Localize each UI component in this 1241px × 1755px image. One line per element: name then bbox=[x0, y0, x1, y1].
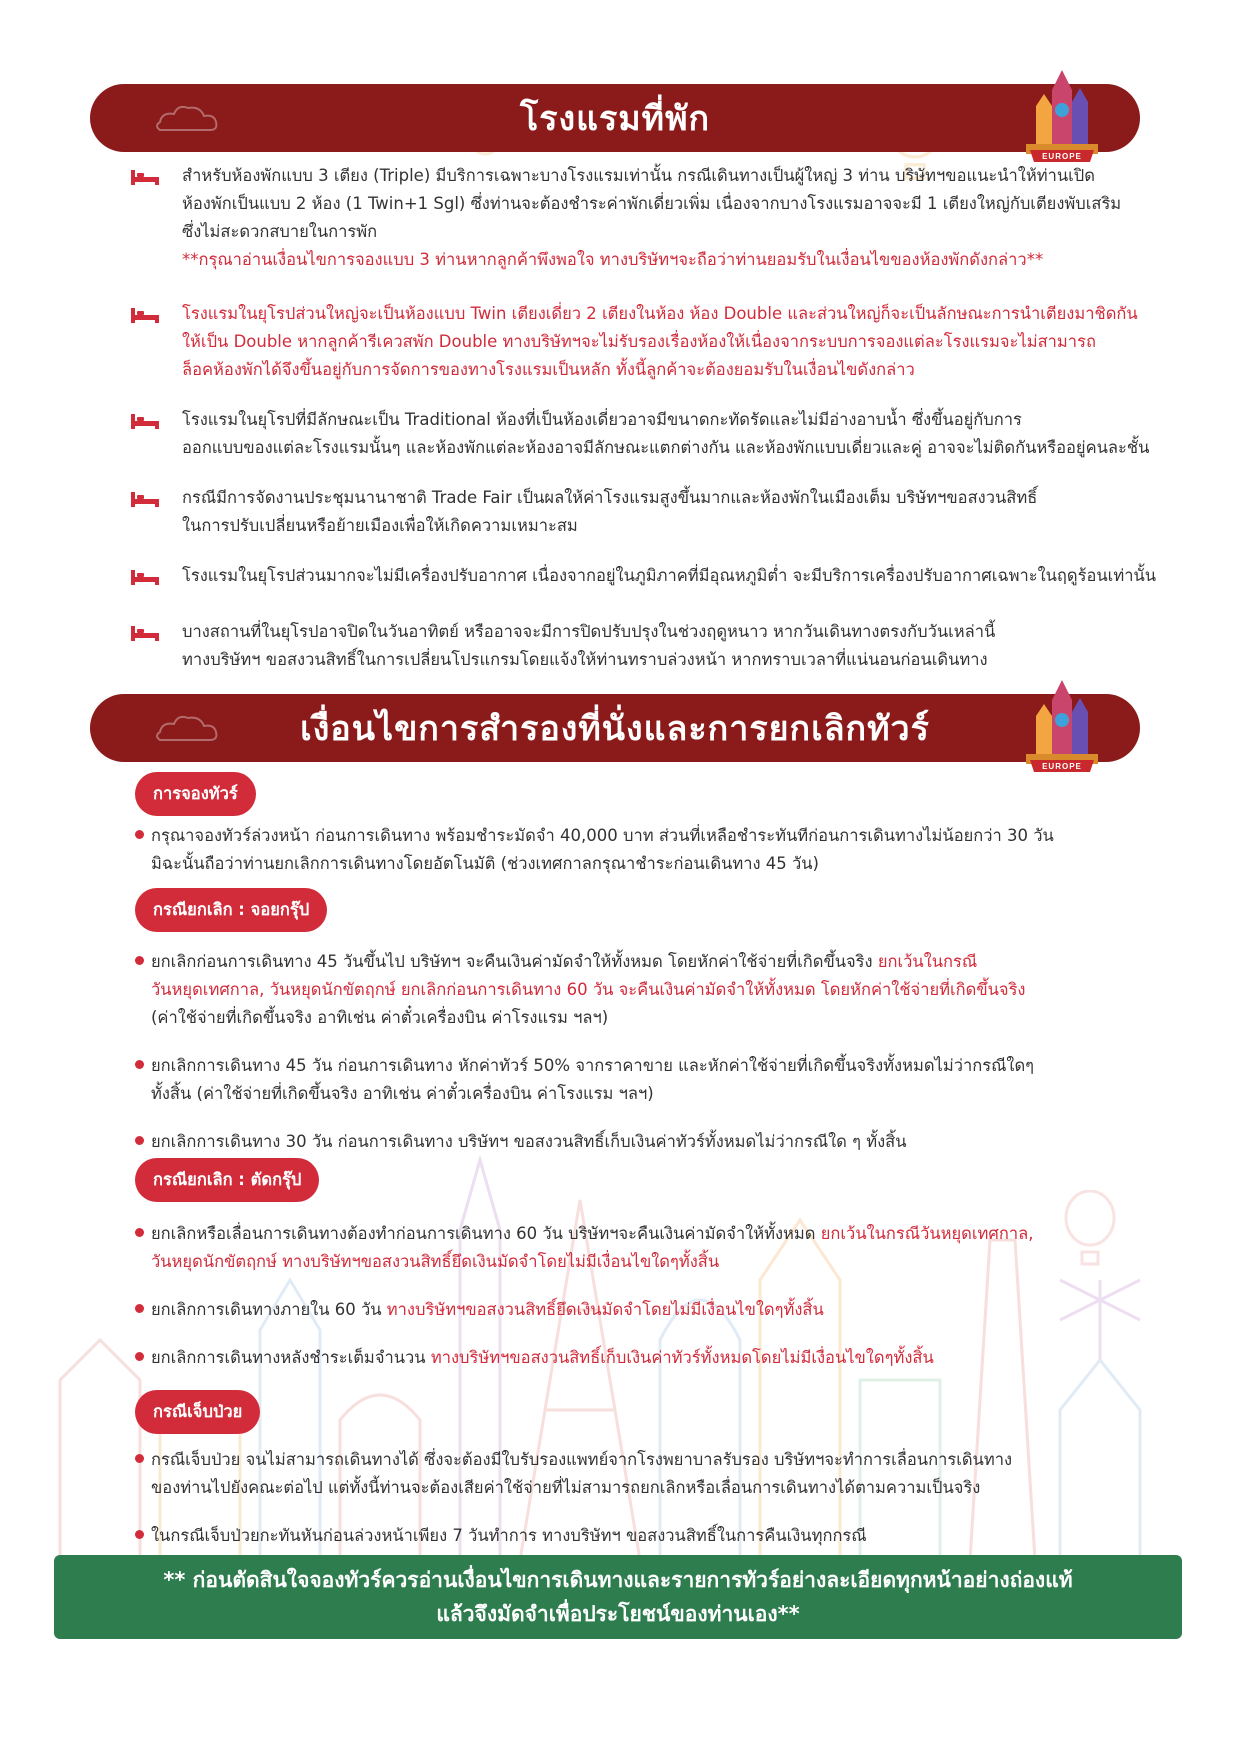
europe-landmarks-badge-icon bbox=[1022, 674, 1102, 774]
cancel-private-group-item bbox=[135, 1296, 1155, 1324]
cancel-item-highlight: ทางบริษัทฯขอสงวนสิทธิ์เก็บเงินค่าทัวร์ทั้งหมดโดยไม่มีเงื่อนไขใดๆทั้งสิ้น bbox=[430, 1348, 934, 1367]
cancel-item-line: ยกเลิกการเดินทาง 45 วัน ก่อนการเดินทาง หักค่าทัวร์ 50% จากราคาขาย และหักค่าใช้จ่ายที่เกิดขึ้นจริงทั้งหมดไม่ว่ากรณีใดๆ bbox=[151, 1056, 1035, 1075]
booking-list bbox=[135, 822, 1155, 878]
cancel-item-highlight: ยกเว้นในกรณี bbox=[877, 952, 978, 971]
hotel-note-item bbox=[130, 406, 1149, 462]
bed-icon bbox=[130, 568, 160, 586]
hotel-note-line: กรณีมีการจัดงานประชุมนานาชาติ Trade Fair เป็นผลให้ค่าโรงแรมสูงขึ้นมากและห้องพักในเมืองเต็ม บริษัทฯขอสงวนสิทธิ์ bbox=[182, 488, 1038, 507]
hotel-note-item bbox=[130, 618, 995, 674]
cancel-private-group-item bbox=[135, 1220, 1155, 1276]
hotel-note-line: ออกแบบของแต่ละโรงแรมนั้นๆ และห้องพักแต่ละห้องอาจมีลักษณะแตกต่างกัน และห้องพักแบบเดี่ยวและคู่ อาจจะไม่ติดกันหรืออยู่คนละชั้น bbox=[182, 438, 1150, 457]
hotel-note-line: โรงแรมในยุโรปที่มีลักษณะเป็น Traditional ห้องที่เป็นห้องเดี่ยวอาจมีขนาดกะทัดรัดและไม่มีอ่างอาบน้ำ ซึ่งขึ้นอยู่กับการ bbox=[182, 410, 1022, 429]
hotel-section-banner bbox=[90, 84, 1140, 161]
cancel-item-line bbox=[151, 1220, 1155, 1248]
hotel-note-line: ให้เป็น Double หากลูกค้ารีเควสพัก Double ทางบริษัทฯจะไม่รับรองเรื่องห้องให้เนื่องจากระบบการจองแต่ละโรงแรมจะไม่สามารถ bbox=[182, 332, 1096, 351]
cancel-private-group-list bbox=[135, 1220, 1155, 1372]
hotel-section-title: โรงแรมที่พัก bbox=[519, 99, 711, 139]
cancel-item-text: ยกเลิกก่อนการเดินทาง 45 วันขึ้นไป บริษัทฯ จะคืนเงินค่ามัดจำให้ทั้งหมด โดยหักค่าใช้จ่ายที่เกิดขึ้นจริง bbox=[151, 952, 878, 971]
illness-label: กรณีเจ็บป่วย bbox=[135, 1390, 260, 1434]
cancel-join-group-label: กรณียกเลิก : จอยกรุ๊ป bbox=[135, 888, 327, 932]
bed-icon bbox=[130, 624, 160, 642]
cancel-item-line: ยกเลิกการเดินทาง 30 วัน ก่อนการเดินทาง บริษัทฯ ขอสงวนสิทธิ์เก็บเงินค่าทัวร์ทั้งหมดไม่ว่ากรณีใด ๆ ทั้งสิ้น bbox=[151, 1132, 907, 1151]
booking-label: การจองทัวร์ bbox=[135, 772, 256, 816]
cancel-item-highlight-line: วันหยุดเทศกาล, วันหยุดนักขัตฤกษ์ ยกเลิกก่อนการเดินทาง 60 วัน จะคืนเงินค่ามัดจำให้ทั้งหมด โดยหักค่าใช้จ่ายที่เกิดขึ้นจริง bbox=[151, 980, 1026, 999]
conditions-section-title: เงื่อนไขการสำรองที่นั่งและการยกเลิกทัวร์ bbox=[300, 709, 930, 749]
cancel-item-line bbox=[151, 948, 1155, 976]
bed-icon bbox=[130, 306, 160, 324]
hotel-note-line: ในการปรับเปลี่ยนหรือย้ายเมืองเพื่อให้เกิดความเหมาะสม bbox=[182, 516, 578, 535]
cancel-item-highlight-line: วันหยุดนักขัตฤกษ์ ทางบริษัทฯขอสงวนสิทธิ์ยึดเงินมัดจำโดยไม่มีเงื่อนไขใดๆทั้งสิ้น bbox=[151, 1252, 720, 1271]
cancel-join-group-item bbox=[135, 1052, 1155, 1108]
footer-notice-line: ** ก่อนตัดสินใจจองทัวร์ควรอ่านเงื่อนไขการเดินทางและรายการทัวร์อย่างละเอียดทุกหน้าอย่างถ่องแท้ bbox=[163, 1568, 1073, 1592]
cancel-join-group-item bbox=[135, 1128, 1155, 1156]
hotel-note-item bbox=[130, 300, 1138, 384]
cancel-item-text: ยกเลิกหรือเลื่อนการเดินทางต้องทำก่อนการเดินทาง 60 วัน บริษัทฯจะคืนเงินค่ามัดจำให้ทั้งหมด bbox=[151, 1224, 821, 1243]
hotel-note-warning: **กรุณาอ่านเงื่อนไขการจองแบบ 3 ท่านหากลูกค้าพึงพอใจ ทางบริษัทฯจะถือว่าท่านยอมรับในเงื่อนไขของห้องพักดังกล่าว** bbox=[182, 250, 1044, 269]
illness-item-line: ของท่านไปยังคณะต่อไป แต่ทั้งนี้ท่านจะต้องเสียค่าใช้จ่ายที่ไม่สามารถยกเลิกหรือเลื่อนการเดินทางได้ตามความเป็นจริง bbox=[151, 1478, 981, 1497]
europe-landmarks-badge-icon bbox=[1022, 64, 1102, 164]
badge-label: EUROPE bbox=[1042, 762, 1082, 771]
illness-item-line: กรณีเจ็บป่วย จนไม่สามารถเดินทางได้ ซึ่งจะต้องมีใบรับรองแพทย์จากโรงพยาบาลรับรอง บริษัทฯจะทำการเลื่อนการเดินทาง bbox=[151, 1450, 1013, 1469]
hotel-note-item bbox=[130, 484, 1037, 540]
cloud-icon bbox=[150, 712, 220, 744]
illness-item bbox=[135, 1522, 1155, 1550]
cancel-join-group-list bbox=[135, 948, 1155, 1156]
conditions-section-banner bbox=[90, 694, 1140, 771]
hotel-note-line: บางสถานที่ในยุโรปอาจปิดในวันอาทิตย์ หรืออาจจะมีการปิดปรับปรุงในช่วงฤดูหนาว หากวันเดินทางตรงกับวันเหล่านี้ bbox=[182, 622, 996, 641]
cancel-item-text: ยกเลิกการเดินทางภายใน 60 วัน bbox=[151, 1300, 387, 1319]
cancel-join-group-item bbox=[135, 948, 1155, 1032]
cancel-private-group-item bbox=[135, 1344, 1155, 1372]
illness-item-line: ในกรณีเจ็บป่วยกะทันหันก่อนล่วงหน้าเพียง 7 วันทำการ ทางบริษัทฯ ขอสงวนสิทธิ์ในการคืนเงินทุกกรณี bbox=[151, 1526, 867, 1545]
hotel-note-line: โรงแรมในยุโรปส่วนใหญ่จะเป็นห้องแบบ Twin เตียงเดี่ยว 2 เตียงในห้อง ห้อง Double และส่วนใหญ่ก็จะเป็นลักษณะการนำเตียงมาชิดกัน bbox=[182, 304, 1138, 323]
footer-notice bbox=[54, 1555, 1182, 1639]
bed-icon bbox=[130, 412, 160, 430]
hotel-note-line: ห้องพักเป็นแบบ 2 ห้อง (1 Twin+1 Sgl) ซึ่งท่านจะต้องชำระค่าพักเดี่ยวเพิ่ม เนื่องจากบางโรงแรมอาจจะมี 1 เตียงใหญ่กับเตียงพับเสริม bbox=[182, 194, 1122, 213]
footer-notice-line: แล้วจึงมัดจำเพื่อประโยชน์ของท่านเอง** bbox=[436, 1602, 800, 1626]
hotel-note-line: สำหรับห้องพักแบบ 3 เตียง (Triple) มีบริการเฉพาะบางโรงแรมเท่านั้น กรณีเดินทางเป็นผู้ใหญ่ 3 ท่าน บริษัทฯขอแนะนำให้ท่านเปิด bbox=[182, 166, 1095, 185]
cancel-private-group-label: กรณียกเลิก : ตัดกรุ๊ป bbox=[135, 1158, 319, 1202]
cancel-item-highlight: ยกเว้นในกรณีวันหยุดเทศกาล, bbox=[820, 1224, 1034, 1243]
illness-list bbox=[135, 1446, 1155, 1550]
bed-icon bbox=[130, 490, 160, 508]
hotel-note-item bbox=[130, 562, 1156, 590]
cancel-item-text: ยกเลิกการเดินทางหลังชำระเต็มจำนวน bbox=[151, 1348, 431, 1367]
cancel-item-line: (ค่าใช้จ่ายที่เกิดขึ้นจริง อาทิเช่น ค่าตั๋วเครื่องบิน ค่าโรงแรม ฯลฯ) bbox=[151, 1008, 609, 1027]
hotel-note-line: ล็อคห้องพักได้จึงขึ้นอยู่กับการจัดการของทางโรงแรมเป็นหลัก ทั้งนี้ลูกค้าจะต้องยอมรับในเงื่อนไขดังกล่าว bbox=[182, 360, 915, 379]
booking-item-line: มิฉะนั้นถือว่าท่านยกเลิกการเดินทางโดยอัตโนมัติ (ช่วงเทศกาลกรุณาชำระก่อนเดินทาง 45 วัน) bbox=[151, 854, 819, 873]
booking-item-line: กรุณาจองทัวร์ล่วงหน้า ก่อนการเดินทาง พร้อมชำระมัดจำ 40,000 บาท ส่วนที่เหลือชำระทันทีก่อนการเดินทางไม่น้อยกว่า 30 วัน bbox=[151, 826, 1054, 845]
bed-icon bbox=[130, 168, 160, 186]
booking-item bbox=[135, 822, 1155, 878]
hotel-note-line: ทางบริษัทฯ ขอสงวนสิทธิ์ในการเปลี่ยนโปรแกรมโดยแจ้งให้ท่านทราบล่วงหน้า หากทราบเวลาที่แน่นอนก่อนเดินทาง bbox=[182, 650, 988, 669]
cancel-item-line bbox=[151, 1296, 1155, 1324]
cancel-item-highlight: ทางบริษัทฯขอสงวนสิทธิ์ยึดเงินมัดจำโดยไม่มีเงื่อนไขใดๆทั้งสิ้น bbox=[386, 1300, 824, 1319]
hotel-note-line: โรงแรมในยุโรปส่วนมากจะไม่มีเครื่องปรับอากาศ เนื่องจากอยู่ในภูมิภาคที่มีอุณหภูมิต่ำ จะมีบริการเครื่องปรับอากาศเฉพาะในฤดูร้อนเท่านั้น bbox=[182, 566, 1157, 585]
cloud-icon bbox=[150, 102, 220, 134]
cancel-item-line bbox=[151, 1344, 1155, 1372]
badge-label: EUROPE bbox=[1042, 152, 1082, 161]
hotel-note-item bbox=[130, 162, 1121, 274]
illness-item bbox=[135, 1446, 1155, 1502]
cancel-item-line: ทั้งสิ้น (ค่าใช้จ่ายที่เกิดขึ้นจริง อาทิเช่น ค่าตั๋วเครื่องบิน ค่าโรงแรม ฯลฯ) bbox=[151, 1084, 654, 1103]
hotel-note-line: ซึ่งไม่สะดวกสบายในการพัก bbox=[182, 222, 378, 241]
